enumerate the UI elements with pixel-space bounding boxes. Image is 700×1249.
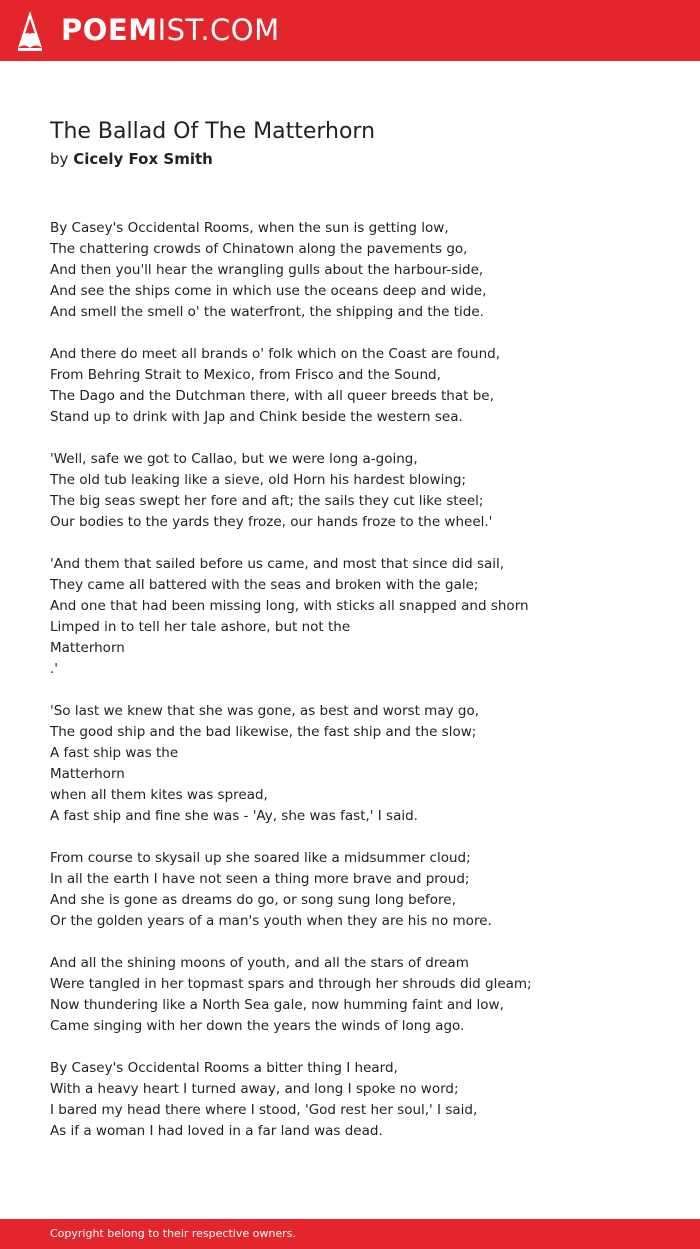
poem-line: And she is gone as dreams do go, or song sung long before,: [50, 892, 456, 908]
poem-line: Were tangled in her topmast spars and through her shrouds did gleam;: [50, 976, 532, 992]
poem-line: Came singing with her down the years the winds of long ago.: [50, 1018, 465, 1034]
poem-stanza: [50, 1058, 670, 1142]
poem-line: And there do meet all brands o' folk which on the Coast are found,: [50, 346, 501, 362]
poem-body: [50, 218, 670, 1163]
site-header: [0, 0, 700, 61]
poem-line: 'So last we knew that she was gone, as best and worst may go,: [50, 703, 480, 719]
poem-line: By Casey's Occidental Rooms a bitter thing I heard,: [50, 1060, 398, 1076]
poem-line: Now thundering like a North Sea gale, now humming faint and low,: [50, 997, 504, 1013]
site-footer: [0, 1219, 700, 1249]
poem-line: .': [50, 661, 59, 677]
author-name[interactable]: Cicely Fox Smith: [73, 150, 213, 168]
pencil-tip-icon[interactable]: [17, 10, 43, 52]
copyright-notice: Copyright belong to their respective owners.: [50, 1227, 296, 1240]
poem-stanza: [50, 953, 670, 1037]
logo-text-bold: POEM: [61, 13, 158, 47]
poem-line: A fast ship and fine she was - 'Ay, she was fast,' I said.: [50, 808, 418, 824]
poem-line: From Behring Strait to Mexico, from Frisco and the Sound,: [50, 367, 441, 383]
poem-line: Matterhorn: [50, 640, 125, 656]
logo-text-light: IST.COM: [157, 13, 280, 47]
poem-line: In all the earth I have not seen a thing more brave and proud;: [50, 871, 470, 887]
poem-line: By Casey's Occidental Rooms, when the sun is getting low,: [50, 220, 449, 236]
poem-title: The Ballad Of The Matterhorn: [50, 119, 376, 144]
poem-stanza: [50, 701, 670, 827]
poem-line: With a heavy heart I turned away, and long I spoke no word;: [50, 1081, 459, 1097]
poem-stanza: [50, 218, 670, 323]
byline: [50, 148, 213, 170]
poem-stanza: [50, 449, 670, 533]
poem-line: The big seas swept her fore and aft; the sails they cut like steel;: [50, 493, 484, 509]
site-logo[interactable]: [61, 12, 280, 48]
poem-line: Our bodies to the yards they froze, our hands froze to the wheel.': [50, 514, 493, 530]
poem-line: The Dago and the Dutchman there, with all queer breeds that be,: [50, 388, 494, 404]
poem-line: 'And them that sailed before us came, and most that since did sail,: [50, 556, 505, 572]
poem-line: Stand up to drink with Jap and Chink beside the western sea.: [50, 409, 463, 425]
poem-line: And then you'll hear the wrangling gulls about the harbour-side,: [50, 262, 484, 278]
poem-line: Or the golden years of a man's youth when they are his no more.: [50, 913, 492, 929]
poem-line: Limped in to tell her tale ashore, but not the: [50, 619, 351, 635]
poem-line: As if a woman I had loved in a far land was dead.: [50, 1123, 383, 1139]
poem-line: And smell the smell o' the waterfront, the shipping and the tide.: [50, 304, 484, 320]
poem-line: And all the shining moons of youth, and all the stars of dream: [50, 955, 469, 971]
poem-line: The good ship and the bad likewise, the fast ship and the slow;: [50, 724, 477, 740]
poem-stanza: [50, 848, 670, 932]
poem-line: The chattering crowds of Chinatown along the pavements go,: [50, 241, 468, 257]
poem-stanza: [50, 554, 670, 680]
poem-line: From course to skysail up she soared like a midsummer cloud;: [50, 850, 471, 866]
poem-line: And see the ships come in which use the oceans deep and wide,: [50, 283, 487, 299]
poem-line: I bared my head there where I stood, 'God rest her soul,' I said,: [50, 1102, 478, 1118]
poem-line: Matterhorn: [50, 766, 125, 782]
by-label: by: [50, 150, 69, 168]
poem-line: 'Well, safe we got to Callao, but we were long a-going,: [50, 451, 418, 467]
poem-line: when all them kites was spread,: [50, 787, 268, 803]
poem-line: They came all battered with the seas and broken with the gale;: [50, 577, 479, 593]
poem-line: The old tub leaking like a sieve, old Horn his hardest blowing;: [50, 472, 467, 488]
poem-line: A fast ship was the: [50, 745, 179, 761]
poem-stanza: [50, 344, 670, 428]
poem-line: And one that had been missing long, with sticks all snapped and shorn: [50, 598, 529, 614]
